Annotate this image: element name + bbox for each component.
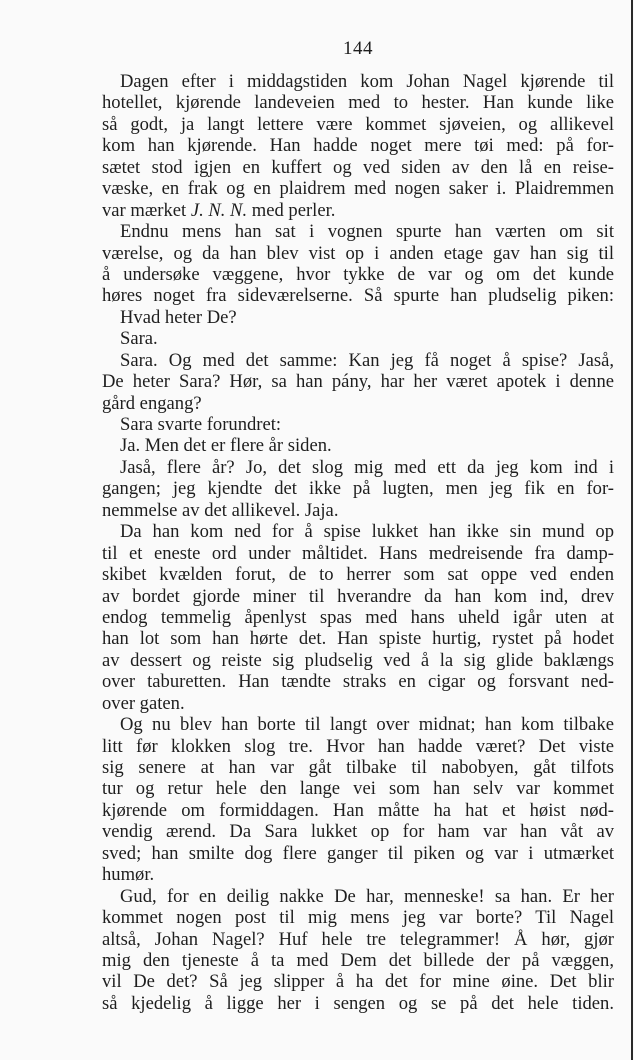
italic-initials: J. N. N. [190, 199, 248, 221]
text-line-content: hotellet, kjørende landeveien med to hester. Han kunde like [102, 92, 614, 114]
text-line [102, 950, 614, 971]
text-line [102, 800, 614, 821]
text-line-content: endog temmelig åpenlyst spas med hans uheld igår uten at [102, 606, 614, 628]
text-line [102, 328, 614, 349]
text-line [102, 135, 614, 156]
text-line [102, 478, 614, 499]
text-line-content: av bordet gjorde miner til hverandre da han kom ind, drev [102, 585, 614, 607]
text-line-content: altså, Johan Nagel? Huf hele tre telegrammer! Å hør, gjør [102, 928, 614, 950]
text-line [102, 607, 614, 628]
text-line [102, 200, 614, 221]
text-line-content: så godt, ja langt lettere være kommet sjøveien, og allikevel [102, 113, 614, 135]
text-line [102, 821, 614, 842]
body-text [102, 71, 614, 1014]
text-line-content: Sara. [120, 328, 158, 350]
text-line [102, 971, 614, 992]
text-line-content: var mærket J. N. N. med perler. [102, 199, 336, 221]
text-line [102, 435, 614, 456]
text-line [102, 736, 614, 757]
text-line [102, 350, 614, 371]
text-line-content: skibet kvælden forut, de to herrer som sat oppe ved enden [102, 564, 614, 586]
text-line [102, 628, 614, 649]
text-line [102, 714, 614, 735]
text-line [102, 414, 614, 435]
text-line-content: Dagen efter i middagstiden kom Johan Nagel kjørende til [120, 71, 614, 92]
text-line-content: over taburetten. Han tændte straks en cigar og forsvant ned- [102, 671, 614, 693]
text-line-content: å undersøke væggene, hvor tykke de var og om det kunde [102, 263, 614, 285]
text-line-content: så kjedelig å ligge her i sengen og se på det hele tiden. [102, 992, 614, 1014]
text-line [102, 650, 614, 671]
text-line [102, 393, 614, 414]
text-line [102, 457, 614, 478]
text-line [102, 243, 614, 264]
text-line [102, 993, 614, 1014]
text-line-content: Gud, for en deilig nakke De har, menneske! sa han. Er her [120, 885, 614, 907]
page-number: 144 [343, 38, 373, 59]
text-line-content: mig den tjeneste å ta med Dem det billede der på væggen, [102, 949, 614, 971]
text-line-content: Da han kom ned for å spise lukket han ikke sin mund op [120, 521, 614, 543]
text-line-content: Hvad heter De? [120, 306, 237, 328]
text-line [102, 157, 614, 178]
text-line-content: gård engang? [102, 392, 202, 414]
text-line [102, 843, 614, 864]
text-line-content: sved; han smilte dog flere ganger til piken og var i utmærket [102, 842, 614, 864]
text-line-content: til et eneste ord under måltidet. Hans medreisende fra damp- [102, 542, 614, 564]
text-line [102, 586, 614, 607]
text-line [102, 671, 614, 692]
text-line [102, 285, 614, 306]
text-line-content: kommet nogen post til mig mens jeg var borte? Til Nagel [102, 907, 614, 929]
text-line-content: Ja. Men det er flere år siden. [120, 435, 332, 457]
text-line-content: nemmelse av det allikevel. Jaja. [102, 499, 339, 521]
text-line-content: værelse, og da han blev vist op i anden etage gav han sig til [102, 242, 614, 264]
text-line [102, 543, 614, 564]
text-line-content: høres noget fra sideværelserne. Så spurte han pludselig piken: [102, 285, 614, 307]
text-line-content: over gaten. [102, 692, 185, 714]
text-line [102, 500, 614, 521]
text-line [102, 778, 614, 799]
text-line [102, 864, 614, 885]
text-line-content: vil De det? Så jeg slipper å ha det for mine øine. Det blir [102, 971, 614, 993]
text-line-content: Endnu mens han sat i vognen spurte han værten om sit [120, 221, 614, 243]
text-line [102, 521, 614, 542]
text-line-content: tur og retur hele den lange vei som han selv var kommet [102, 778, 614, 800]
text-line [102, 371, 614, 392]
text-line [102, 757, 614, 778]
text-line [102, 307, 614, 328]
text-line-content: kom han kjørende. Han hadde noget mere tøi med: på for- [102, 135, 614, 157]
page-edge-rule [631, 0, 633, 1060]
text-line-content: av dessert og reiste sig pludselig ved å la sig glide baklængs [102, 649, 614, 671]
text-line-content: han lot som han hørte det. Han spiste hurtig, rystet på hodet [102, 628, 614, 650]
text-line-content: Sara. Og med det samme: Kan jeg få noget å spise? Jaså, [120, 349, 614, 371]
text-line-content: kjørende om formiddagen. Han måtte ha hat et høist nød- [102, 799, 614, 821]
text-line-content: Og nu blev han borte til langt over midnat; han kom tilbake [120, 714, 614, 736]
text-line-content: Sara svarte forundret: [120, 414, 282, 435]
text-line [102, 221, 614, 242]
text-line-content: sætet stod igjen en kuffert og ved siden av den lå en reise- [102, 156, 614, 178]
text-line [102, 264, 614, 285]
text-line [102, 907, 614, 928]
text-line [102, 92, 614, 113]
text-line [102, 693, 614, 714]
text-line [102, 114, 614, 135]
text-line-content: Jaså, flere år? Jo, det slog mig med ett da jeg kom ind i [120, 456, 614, 478]
text-line [102, 71, 614, 92]
text-line-content: De heter Sara? Hør, sa han pány, har her været apotek i denne [102, 371, 614, 393]
text-line-content: sig senere at han var gåt tilbake til nabobyen, gåt tilfots [102, 757, 614, 778]
text-line-content: væske, en frak og en plaidrem med nogen saker i. Plaidremmen [102, 178, 614, 200]
text-line-content: humør. [102, 864, 155, 886]
text-line-content: gangen; jeg kjendte det ikke på lugten, men jeg fik en for- [102, 478, 614, 500]
text-line-content: vendig ærend. Da Sara lukket op for ham var han våt av [102, 821, 614, 843]
text-line [102, 929, 614, 950]
text-line [102, 178, 614, 199]
text-line [102, 564, 614, 585]
text-line-content: litt før klokken slog tre. Hvor han hadde været? Det viste [102, 735, 614, 757]
text-line [102, 886, 614, 907]
